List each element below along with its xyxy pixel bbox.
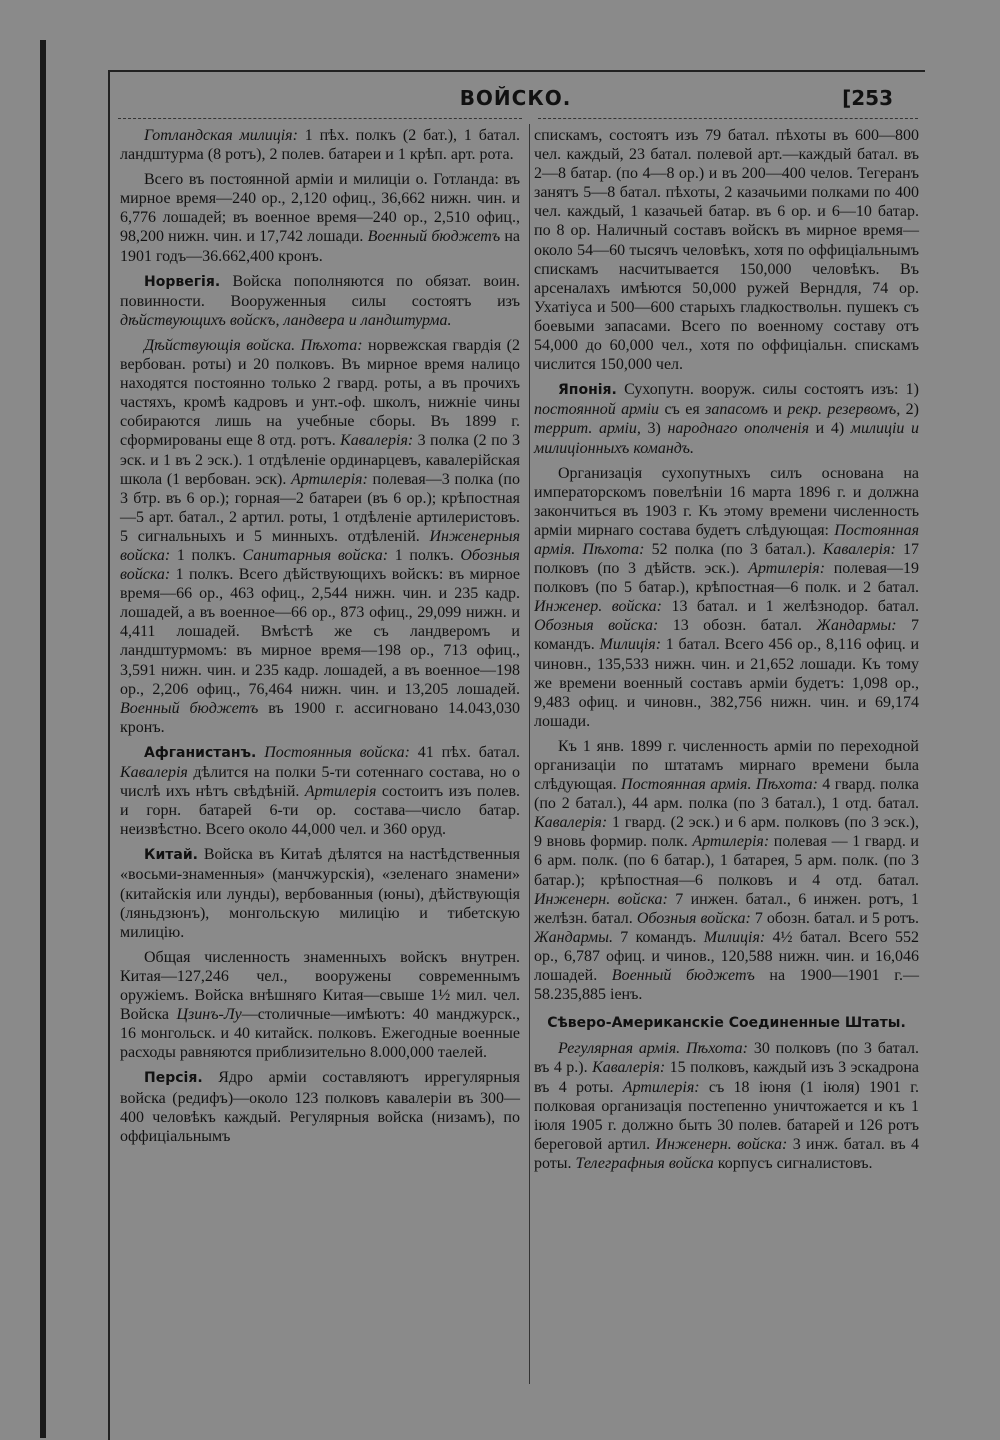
paragraph-afghanistan: [120, 743, 520, 839]
paragraph-text: дѣлится на полки 5-ти сотеннаго состава, но о числѣ ихъ нѣтъ свѣдѣній.: [120, 764, 520, 801]
paragraph-text: 15 полковъ, каждый изъ 3 эскадрона въ 4 роты.: [534, 1059, 920, 1096]
inline-label: Кавалерія:: [822, 540, 896, 558]
paragraph-text: —столичные—имѣютъ: 40 манджурск., 16 монгольск. и 40 китайск. полковъ. Ежегодные военные расходы равняются приблизительно 8.000,000 таелей.: [120, 1006, 520, 1062]
inline-label: Готландская милиція:: [144, 127, 298, 144]
paragraph-text: 1 пѣх. полкъ (2 бат.), 1 батал. ландштурма (8 ротъ), 2 полев. батареи и 1 крѣп. арт. рота.: [120, 127, 520, 164]
inline-label: Жандармы:: [816, 617, 897, 635]
paragraph-text: корпусъ сигналистовъ.: [713, 1154, 873, 1172]
paragraph-text: полевая—19 полковъ (по 5 батар.), крѣпостная—6 полк. и 2 батал.: [534, 560, 919, 597]
inline-label: Милиція:: [703, 928, 766, 946]
paragraph-text: 3 инж. батал. въ 4 роты.: [534, 1135, 919, 1172]
inline-label: Милиція:: [599, 636, 662, 654]
paragraph-persia: [120, 1068, 520, 1145]
paragraph-text: Ядро арміи составляютъ иррегулярныя войска (редифъ)—около 123 полковъ кавалеріи въ 300—400 человѣкъ каждый. Регулярныя войска (низамъ), по оффиціальнымъ: [120, 1069, 520, 1145]
paragraph-text: 4 гвард. полка (по 2 батал.), 44 арм. полка (по 3 батал.), 1 отд. батал.: [534, 776, 920, 813]
paragraph-text: 41 пѣх. батал.: [409, 743, 520, 761]
paragraph-norway-active: [120, 336, 520, 737]
paragraph-text: 13 обозн. батал.: [658, 617, 817, 635]
paragraph-text: 4½ батал. Всего 552 ор., 6,787 офиц. и чинов., 120,588 нижн. чин. и 16,046 лошадей.: [534, 928, 920, 985]
paragraph-text: состоитъ изъ полев. и горн. батарей 6-ти ор. состава—число батар. неизвѣстно. Всего около 44,000 чел. и 360 оруд.: [120, 783, 520, 839]
paragraph-text: Войска въ Китаѣ дѣлятся на настѣдственныя «восьми-знаменныя» (манчжурскія), «зеленаго знамени» (китайскія или лунды), вербованныя (юны), дѣйствующія (ляньдзюнъ), монгольскую милицію и тибетскую милицію.: [120, 846, 520, 941]
paragraph-japan-1899: [534, 737, 919, 1004]
paragraph-text: полевая — 1 гвард. и 6 арм. полк. (по 6 батар.), 1 батарея, 5 арм. полк. (по 3 батар.); крѣпостная—6 полковъ и 4 отд. батал.: [534, 833, 919, 889]
inline-label: Санитарныя войска:: [242, 546, 389, 564]
inline-label: Обозныя войска:: [636, 909, 751, 927]
inline-label: Военный бюджетъ: [367, 228, 501, 246]
paragraph-text: Всего въ постоянной арміи и милиціи о. Готланда: въ мирное время—240 ор., 2,120 офиц., 36,662 нижн. чин. и 6,776 лошадей; въ военное время—240 ор., 2,510 офиц., 98,200 нижн. чин. и 17,742 лошади.: [120, 171, 520, 246]
inline-label: народнаго ополченія: [667, 420, 810, 438]
paragraph-text: и: [767, 401, 788, 419]
inline-label: Инженер. войска:: [534, 598, 663, 616]
page-title: ВОЙСКО.: [459, 86, 572, 110]
paragraph-persia-continued: [534, 126, 919, 374]
paragraph-text: 7 командъ.: [612, 928, 704, 946]
section-heading: Персія.: [144, 1070, 203, 1087]
paragraph-text: 7 командъ.: [534, 617, 919, 654]
inline-label: Артилерія: [304, 783, 377, 801]
section-heading-usa: Сѣверо-Американскіе Соединенные Штаты.: [547, 1015, 906, 1032]
inline-label: Регулярная армія. Пѣхота:: [558, 1040, 748, 1058]
inline-label: Военный бюджетъ: [120, 699, 259, 717]
inline-label: Артилерія:: [748, 560, 826, 578]
paragraph-text: Общая численность знаменныхъ войскъ внутрен. Китая—127,246 чел., вооружены современнымъ оружіемъ. Войска внѣшняго Китая—свыше 1½ мил. чел. Войска: [120, 948, 520, 1024]
inline-label: Кавалерія:: [592, 1059, 666, 1077]
paragraph-text: 3 полка (2 по 3 эск. и 1 въ 2 эск.). 1 отдѣленіе ординарцевъ, кавалерійская школа (1 вербован. эск).: [120, 432, 521, 488]
inline-label: Инженерн. войска:: [534, 890, 668, 908]
inline-label: Кавалерія:: [340, 432, 414, 450]
paragraph-gotland-militia: [120, 126, 520, 164]
inline-label: Дѣйствующія войска. Пѣхота:: [144, 336, 363, 354]
inline-label: Инженерныя войска:: [120, 527, 520, 564]
paragraph-gotland-total: [120, 170, 520, 265]
inline-label: Постоянная армія. Пѣхота:: [621, 776, 818, 794]
paragraph-text: Къ 1 янв. 1899 г. численность арміи по переходной организаціи по штатамъ мирнаго времени была слѣдующая.: [534, 737, 919, 794]
paragraph-text: 7 инжен. батал., 6 инжен. ротъ, 1 желѣзн. батал.: [534, 890, 919, 927]
paragraph-text: съ 18 іюня (1 іюля) 1901 г. полковая организація постепенно уничтожается и къ 1 іюля 1905 г. должно быть 30 полев. батарей и 126 ротъ береговой артил.: [534, 1078, 919, 1153]
inline-label: террит. арміи,: [534, 420, 641, 438]
inline-label: Кавалерія:: [534, 814, 608, 832]
paragraph-text: Организація сухопутныхъ силъ основана на императорскомъ повелѣніи 16 марта 1896 г. и должна закончиться въ 1903 г. Къ этому времени численность арміи мирнаго состава будетъ слѣдующая:: [534, 464, 919, 539]
inline-label: постоянной арміи: [534, 401, 660, 419]
inline-label: Обозныя войска:: [534, 617, 659, 635]
inline-label: Постоянная армія. Пѣхота:: [534, 521, 919, 558]
paragraph-text: спискамъ, состоятъ изъ 79 батал. пѣхоты въ 600—800 чел. каждый, 23 батал. полевой арт.—каждый батал. въ 2—8 батар. (по 4—8 ор.) и въ 200—400 челов. Тегеранъ занятъ 5—8 батал. пѣхоты, 2 казачьими полками по 400 чел. каждый, 1 казачьей батар. въ 6 ор. и 6—10 батар. по 8 ор. Наличный составъ войскъ въ мирное время—около 54—60 тысячъ человѣкъ, хотя по оффиціальнымъ спискамъ насчитывается 150,000 человѣкъ. Въ арсеналахъ имѣются 50,000 ружей Верндля, 74 ор. Ухатіуса и 500—600 старыхъ гладкоствольн. пушекъ съ боевыми запасами. Всего по военному составу отъ 54,000 до 60,000 чел., хотя по оффиціальн. спискамъ числится 150,000 чел.: [534, 127, 919, 374]
inline-label: Телеграфныя войска: [575, 1154, 714, 1172]
inline-label: запасомъ: [705, 401, 768, 419]
paragraph-text: 1 гвард. (2 эск.) и 6 арм. полковъ (по 3 эск.), 9 вновь формир. полк.: [534, 814, 919, 851]
book-spine-edge: [40, 40, 46, 1438]
inline-label: Жандармы.: [534, 928, 613, 946]
paragraph-text: 7 обозн. батал. и 5 ротъ.: [750, 909, 919, 927]
paragraph-text: Войска пополняются по обязат. воин. повинности. Вооруженныя силы состоятъ изъ: [120, 272, 520, 310]
inline-label: Артилерія:: [622, 1078, 700, 1096]
paragraph-text: съ ея: [659, 401, 706, 419]
inline-label: Кавалерія: [120, 764, 188, 781]
paragraph-japan-organization: [534, 464, 919, 731]
column-separator: [529, 124, 530, 1384]
paragraph-text: на 1900—1901 г.—58.235,885 іенъ.: [534, 967, 919, 1004]
right-column: [534, 126, 919, 1179]
paragraph-china: [120, 845, 520, 941]
page-number: [253: [842, 86, 893, 110]
paragraph-japan: [534, 380, 919, 457]
paragraph-text: 17 полковъ (по 3 дѣйств. эск.).: [534, 540, 919, 578]
inline-label: Обозныя войска:: [120, 546, 520, 584]
inline-label: Цзинъ-Лу: [176, 1006, 242, 1024]
paragraph-text: 1 полкъ.: [170, 546, 243, 564]
inline-label: милиціи и милиціонныхъ командъ.: [534, 420, 920, 457]
paragraph-text: 1 батал. Всего 456 ор., 8,116 офиц. и чиновн., 135,533 нижн. чин. и 21,652 лошади. Къ тому же времени военный составъ арміи будетъ: 1,098 ор., 9,483 офиц. и чиновн., 382,756 нижн. чин. и 69,174 лошади.: [534, 636, 920, 730]
paragraph-text: норвежская гвардія (2 вербован. роты) и 20 полковъ. Въ мирное время налицо находятся постоянно только 2 гвард. роты, а въ прочихъ частяхъ, кромѣ кадровъ и унт.-оф. школъ, нижніе чины собираются лишь на учебные сборы. Въ 1899 г. сформированы еще 8 отд. ротъ.: [120, 336, 520, 450]
header-rule-right: [538, 118, 918, 120]
paragraph-text: въ 1900 г. ассигновано 14.043,030 кронъ.: [120, 699, 520, 736]
paragraph-text: 2): [900, 401, 919, 419]
header-rule-left: [118, 118, 522, 120]
paragraph-text: 13 батал. и 1 желѣзнодор. батал.: [662, 598, 919, 616]
paragraph-norway: [120, 272, 520, 330]
paragraph-text: на 1901 годъ—36.662,400 кронъ.: [120, 228, 520, 265]
paragraph-text: Сухопутн. вооруж. силы состоятъ изъ: 1): [616, 381, 919, 399]
paragraph-text: полевая—3 полка (по 3 бтр. въ 6 ор.); горная—2 батареи (въ 6 ор.); крѣпостная—5 арт. батал., 2 артил. роты, 1 отдѣленіе артилеристовъ. 5 сигнальныхъ и 5 минныхъ. отдѣленій.: [120, 470, 520, 545]
inline-label: дѣйствующихъ войскъ, ландвера и ландштурма.: [120, 311, 452, 329]
inline-label: Артилерія:: [692, 833, 770, 851]
page-header: [108, 84, 923, 116]
paragraph-text: 1 полкъ.: [388, 546, 461, 564]
inline-label: Постоянныя войска:: [256, 743, 410, 761]
paragraph-china-total: [120, 948, 520, 1063]
section-heading: Афганистанъ.: [144, 744, 257, 761]
inline-label: Военный бюджетъ: [611, 967, 755, 985]
inline-label: Артилерія:: [291, 470, 368, 488]
section-heading: Японія.: [558, 382, 617, 399]
paragraph-text: 3): [640, 420, 668, 438]
inline-label: Инженерн. войска:: [655, 1135, 788, 1153]
left-column: [120, 126, 520, 1152]
paragraph-text: 30 полковъ (по 3 батал. въ 4 р.).: [534, 1040, 920, 1077]
paragraph-text: 1 полкъ. Всего дѣйствующихъ войскъ: въ мирное время—66 ор., 463 офиц., 2,544 нижн. чин. и 235 кадр. лошадей, а въ военное—66 ор., 873 офиц., 29,099 нижн. и 4,411 лошадей. Вмѣстѣ же съ ландверомъ и ландштурмомъ: въ мирное время—198 ор., 713 офиц., 3,591 нижн. чин. и 235 кадр. лошадей, а въ военное—198 ор., 2,206 офиц., 76,464 нижн. чин. и 13,205 лошадей.: [120, 566, 520, 698]
paragraph-text: и 4): [809, 420, 851, 438]
inline-label: рекр. резервомъ,: [787, 401, 901, 419]
section-heading: Китай.: [144, 847, 198, 864]
paragraph-usa: [534, 1039, 919, 1173]
section-heading: Норвегія.: [144, 273, 221, 290]
paragraph-text: 52 полка (по 3 батал.).: [644, 540, 823, 558]
